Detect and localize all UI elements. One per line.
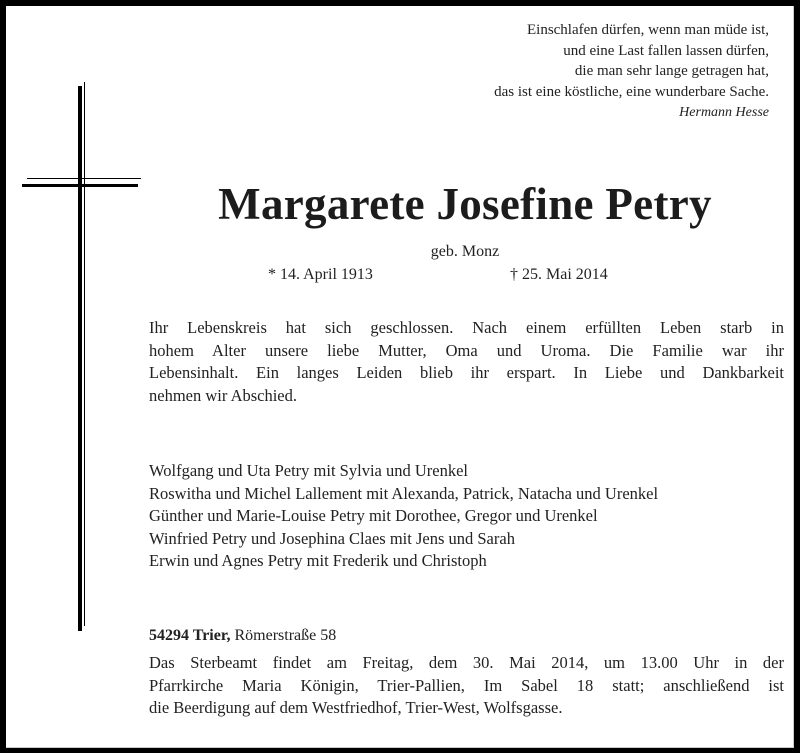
cross-horizontal-thick	[22, 184, 138, 187]
message-line: hohem Alter unsere liebe Mutter, Oma und Uroma. Die Familie war ihr	[149, 340, 784, 360]
quote-line: Einschlafen dürfen, wenn man müde ist,	[526, 22, 769, 38]
maiden-name: geb. Monz	[430, 243, 500, 260]
cross-vertical-thick	[78, 86, 82, 631]
quote-line: und eine Last fallen lassen dürfen,	[563, 42, 769, 59]
address-street: Römerstraße 58	[234, 627, 337, 644]
family-member: Wolfgang und Uta Petry mit Sylvia und Urenkel	[149, 461, 468, 480]
address-city: 54294 Trier,	[149, 627, 231, 644]
message-line: Ihr Lebenskreis hat sich geschlossen. Nach einem erfüllten Leben starb in	[149, 318, 784, 337]
death-date: † 25. Mai 2014	[510, 266, 608, 283]
family-member: Erwin und Agnes Petry mit Frederik und Christoph	[149, 551, 487, 570]
family-member: Winfried Petry und Josephina Claes mit Jens und Sarah	[149, 528, 515, 548]
obituary-notice	[6, 6, 794, 748]
deceased-name: Margarete Josefine Petry	[218, 179, 712, 229]
service-info	[149, 652, 784, 720]
birth-date: * 14. April 1913	[268, 266, 373, 283]
service-line: Pfarrkirche Maria Königin, Trier-Pallien, Im Sabel 18 statt; anschließend ist	[149, 675, 784, 695]
service-line: die Beerdigung auf dem Westfriedhof, Trier-West, Wolfsgasse.	[149, 698, 563, 717]
cross-horizontal-thin	[27, 178, 141, 179]
quote-author: Hermann Hesse	[679, 105, 769, 120]
service-line: Das Sterbeamt findet am Freitag, dem 30. Mai 2014, um 13.00 Uhr in der	[149, 653, 784, 672]
address	[149, 625, 336, 647]
message-line: Lebensinhalt. Ein langes Leiden blieb ihr erspart. In Liebe und Dankbarkeit	[149, 363, 784, 382]
quote-line: das ist eine köstliche, eine wunderbare Sache.	[494, 83, 769, 100]
family-list	[149, 460, 789, 573]
quote-line: die man sehr lange getragen hat,	[574, 63, 769, 79]
family-member: Günther und Marie-Louise Petry mit Dorothee, Gregor und Urenkel	[149, 506, 598, 525]
obituary-message	[149, 317, 784, 407]
message-line: nehmen wir Abschied.	[149, 385, 298, 405]
quote-block	[349, 20, 769, 124]
cross-vertical-thin	[84, 82, 85, 626]
family-member: Roswitha und Michel Lallement mit Alexanda, Patrick, Natacha und Urenkel	[149, 483, 659, 503]
